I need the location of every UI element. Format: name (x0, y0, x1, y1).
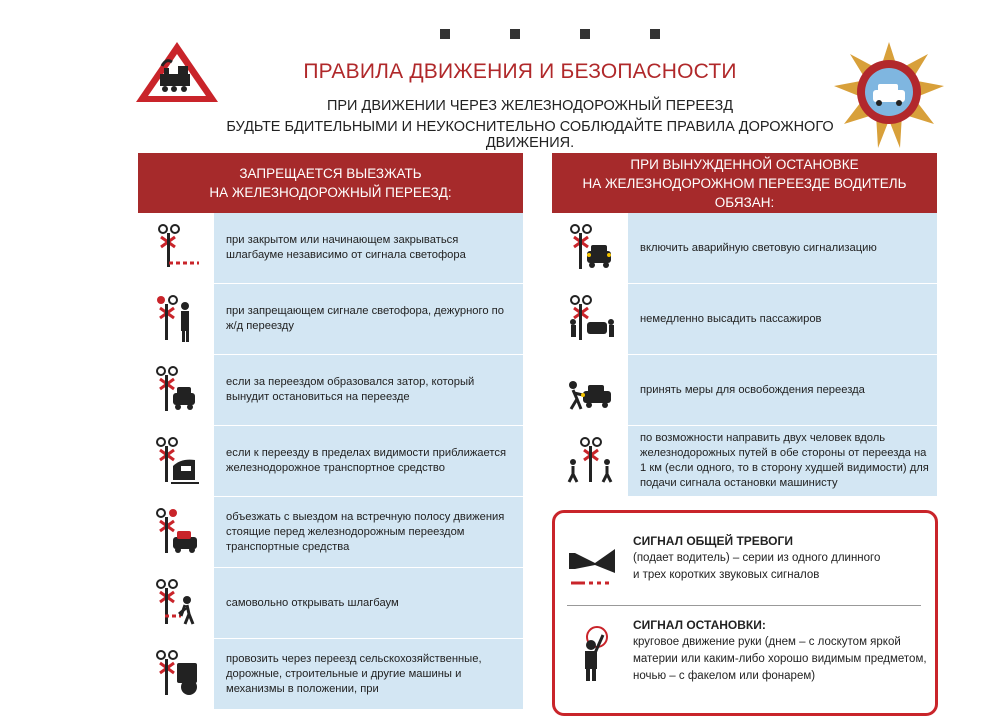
list-item-text: немедленно высадить пассажиров (628, 284, 937, 354)
cropped-top-heading (440, 26, 820, 46)
alarm-signal-line-2: и трех коротких звуковых сигналов (633, 569, 820, 581)
list-item (552, 355, 937, 426)
list-item-text: самовольно открывать шлагбаум (214, 568, 523, 638)
overtaking-car-icon (151, 507, 201, 557)
list-item-text: если к переезду в пределах видимости приближается железнодорожное транспортное средство (214, 426, 523, 496)
barrier-closed-icon (151, 223, 201, 273)
person-opening-barrier-icon (151, 578, 201, 628)
stop-signal-line-1: круговое движение руки (днем – с лоскутом яркой (633, 636, 901, 648)
prohibited-heading (138, 153, 523, 213)
divider (567, 605, 921, 606)
traffic-jam-icon (151, 365, 201, 415)
forced-stop-heading-line-1: ПРИ ВЫНУЖДЕННОЙ ОСТАНОВКЕ (630, 156, 859, 172)
approaching-train-icon (151, 436, 201, 486)
signals-box (552, 510, 938, 716)
forced-stop-heading (552, 153, 937, 213)
forced-stop-heading-line-2: НА ЖЕЛЕЗНОДОРОЖНОМ ПЕРЕЕЗДЕ ВОДИТЕЛЬ ОБЯЗАН: (582, 175, 907, 210)
list-item-text: при запрещающем сигнале светофора, дежурного по ж/д переезду (214, 284, 523, 354)
list-item (138, 497, 523, 568)
list-item (138, 426, 523, 497)
passengers-exit-icon (565, 294, 615, 344)
pushing-car-icon (565, 365, 615, 415)
driver-duties-list (552, 213, 937, 497)
two-people-signal-icon (565, 436, 615, 486)
subtitle-line-2: БУДЬТЕ БДИТЕЛЬНЫМИ И НЕУКОСНИТЕЛЬНО СОБЛЮДАЙТЕ ПРАВИЛА ДОРОЖНОГО ДВИЖЕНИЯ. (226, 119, 834, 151)
stop-signal-line-3: ночью – с факелом или фонарем) (633, 670, 816, 682)
prohibited-heading-line-1: ЗАПРЕЩАЕТСЯ ВЫЕЗЖАТЬ (239, 166, 422, 181)
person-waving-signal-icon (569, 623, 619, 683)
page-title: ПРАВИЛА ДВИЖЕНИЯ И БЕЗОПАСНОСТИ (303, 60, 737, 83)
red-signal-attendant-icon (151, 294, 201, 344)
list-item (138, 639, 523, 710)
safety-poster (110, 40, 940, 695)
list-item (552, 213, 937, 284)
subtitle-line-1: ПРИ ДВИЖЕНИИ ЧЕРЕЗ ЖЕЛЕЗНОДОРОЖНЫЙ ПЕРЕЕЗД (326, 98, 734, 114)
list-item-text: по возможности направить двух человек вдоль железнодорожных путей в обе стороны от переезда на 1 км (если одного, то в сторону худшей видимости) для подачи сигнала остановки машинисту (628, 426, 937, 496)
tractor-icon (151, 649, 201, 699)
stop-signal-title: СИГНАЛ ОСТАНОВКИ: (633, 618, 766, 632)
prohibited-heading-line-2: НА ЖЕЛЕЗНОДОРОЖНЫЙ ПЕРЕЕЗД: (209, 185, 452, 200)
list-item-text: провозить через переезд сельскохозяйственные, дорожные, строительные и другие машины и механизмы в положении, при (214, 639, 523, 709)
horn-icon (565, 539, 623, 589)
list-item-text: включить аварийную световую сигнализацию (628, 213, 937, 283)
list-item (552, 284, 937, 355)
stop-signal-line-2: материи или каким-либо хорошо видимым предметом, (633, 653, 927, 665)
list-item (138, 355, 523, 426)
stop-signal (555, 617, 935, 685)
hazard-lights-car-icon (565, 223, 615, 273)
list-item-text: объезжать с выездом на встречную полосу движения стоящие перед железнодорожным переездом транспортные средства (214, 497, 523, 567)
prohibited-list (138, 213, 523, 710)
list-item (138, 284, 523, 355)
list-item (552, 426, 937, 497)
railway-crossing-warning-sign-icon (134, 40, 220, 104)
list-item (138, 213, 523, 284)
list-item-text: принять меры для освобождения переезда (628, 355, 937, 425)
general-alarm-signal (555, 533, 935, 589)
list-item-text: если за переездом образовался затор, который вынудит остановиться на переезде (214, 355, 523, 425)
list-item-text: при закрытом или начинающем закрываться шлагбауме независимо от сигнала светофора (214, 213, 523, 283)
alarm-signal-line-1: (подает водитель) – серии из одного длинного (633, 552, 881, 564)
list-item (138, 568, 523, 639)
alarm-signal-title: СИГНАЛ ОБЩЕЙ ТРЕВОГИ (633, 534, 793, 548)
